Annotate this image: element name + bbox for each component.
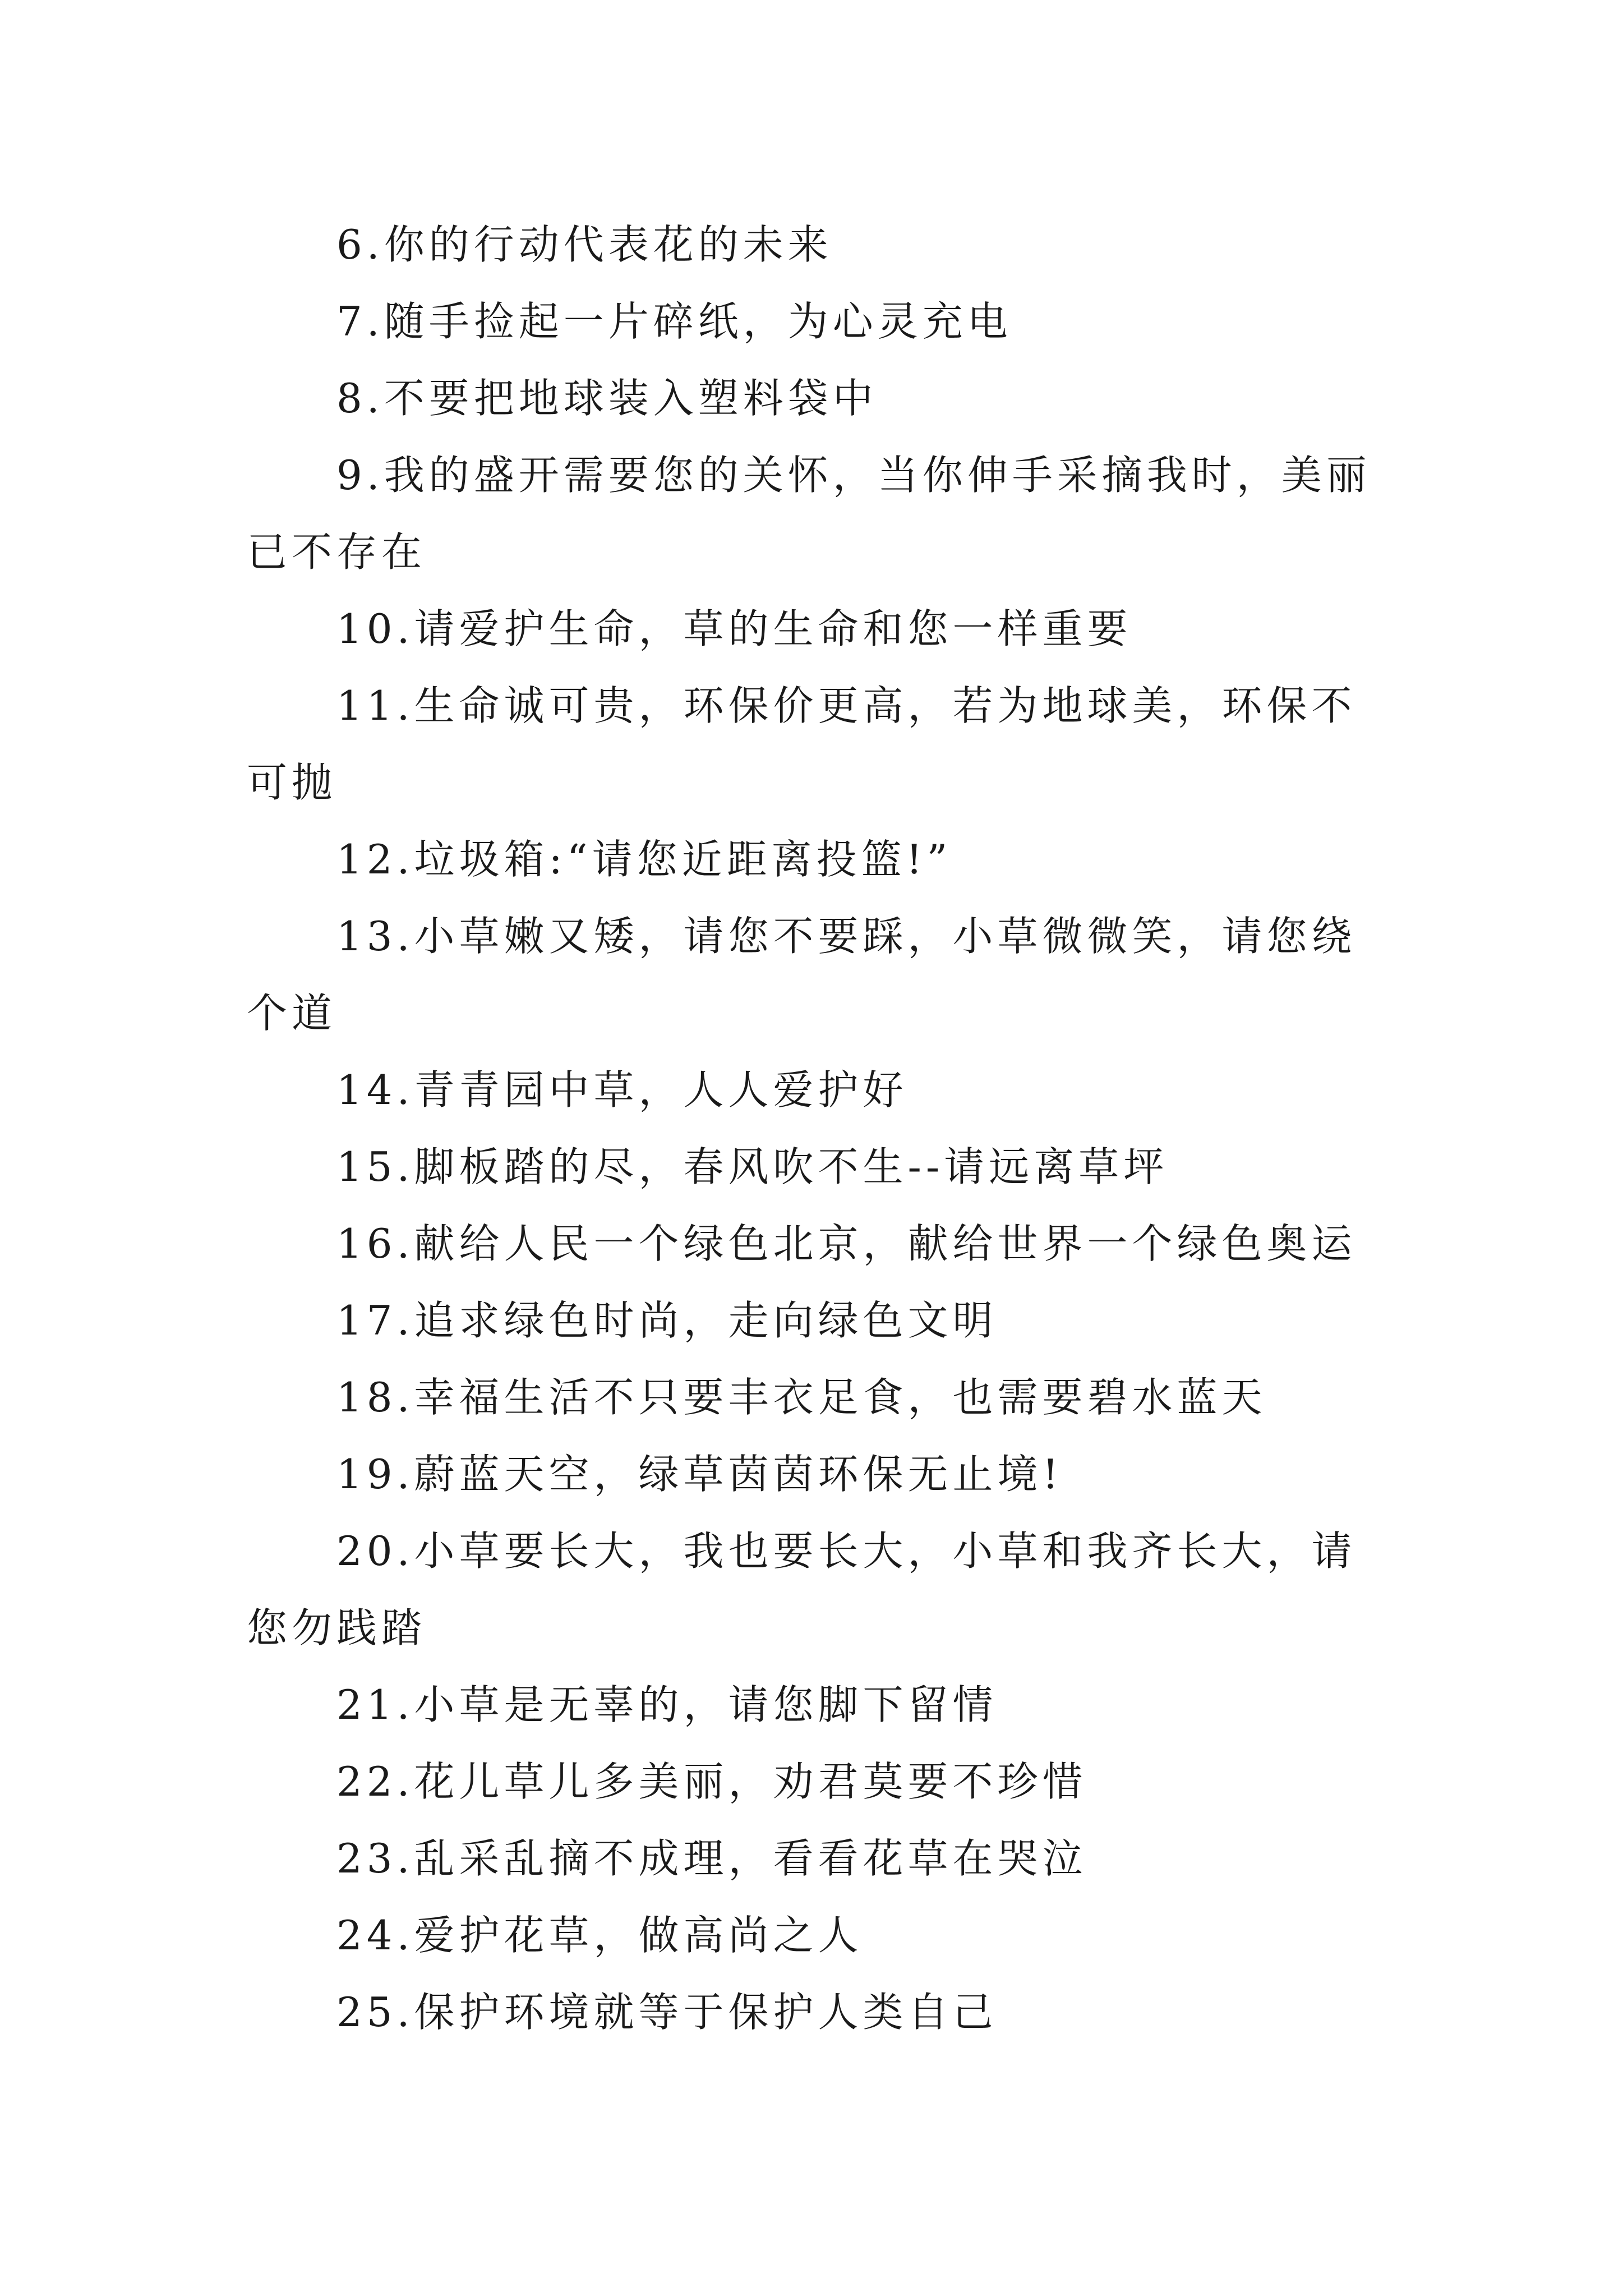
slogan-9: 9.我的盛开需要您的关怀，当你伸手采摘我时，美丽已不存在 bbox=[247, 452, 1371, 576]
slogan-22: 22.花儿草儿多美丽，劝君莫要不珍惜 bbox=[336, 1758, 1087, 1805]
slogan-13: 13.小草嫩又矮，请您不要踩，小草微微笑，请您绕个道 bbox=[247, 913, 1357, 1037]
slogan-12: 12.垃圾箱:“请您近距离投篮!” bbox=[336, 836, 952, 883]
document-body bbox=[247, 206, 1385, 2051]
slogan-25: 25.保护环境就等于保护人类自己 bbox=[336, 1989, 998, 2036]
slogan-8: 8.不要把地球装入塑料袋中 bbox=[336, 375, 878, 422]
slogan-10: 10.请爱护生命，草的生命和您一样重要 bbox=[336, 605, 1132, 652]
slogan-11: 11.生命诚可贵，环保价更高，若为地球美，环保不可抛 bbox=[247, 682, 1357, 806]
slogan-17: 17.追求绿色时尚，走向绿色文明 bbox=[336, 1297, 998, 1344]
slogan-18: 18.幸福生活不只要丰衣足食，也需要碧水蓝天 bbox=[336, 1374, 1267, 1421]
slogan-24: 24.爱护花草，做高尚之人 bbox=[336, 1912, 863, 1959]
slogan-6: 6.你的行动代表花的未来 bbox=[336, 221, 833, 268]
slogan-21: 21.小草是无辜的，请您脚下留情 bbox=[336, 1681, 998, 1728]
slogan-20: 20.小草要长大，我也要长大，小草和我齐长大，请您勿践踏 bbox=[247, 1527, 1357, 1651]
slogan-16: 16.献给人民一个绿色北京，献给世界一个绿色奥运 bbox=[336, 1220, 1357, 1267]
slogan-14: 14.青青园中草，人人爱护好 bbox=[336, 1066, 908, 1114]
slogan-19: 19.蔚蓝天空，绿草茵茵环保无止境! bbox=[336, 1451, 1063, 1498]
slogan-23: 23.乱采乱摘不成理，看看花草在哭泣 bbox=[336, 1835, 1087, 1882]
slogan-7: 7.随手捡起一片碎纸，为心灵充电 bbox=[336, 298, 1012, 345]
slogan-15: 15.脚板踏的尽，春风吹不生--请远离草坪 bbox=[336, 1143, 1169, 1190]
